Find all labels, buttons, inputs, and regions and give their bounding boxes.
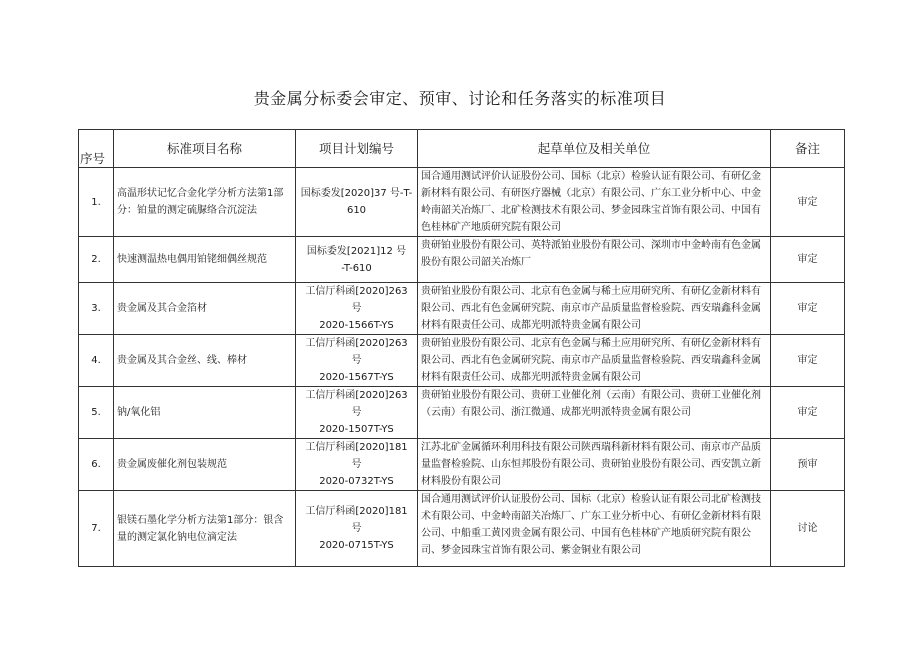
row-seq: 4.	[79, 335, 114, 387]
row-code	[296, 335, 418, 387]
row-seq: 2.	[79, 237, 114, 283]
row-code-line: 工信厅科函[2020]263 号	[305, 338, 408, 366]
row-seq: 7.	[79, 491, 114, 567]
header-units: 起草单位及相关单位	[418, 130, 771, 168]
row-note: 审定	[771, 387, 845, 439]
table-row	[79, 283, 845, 335]
row-name: 贵金属废催化剂包装规范	[114, 439, 296, 491]
table-row	[79, 491, 845, 567]
row-units: 贵研铂业股份有限公司、北京有色金属与稀土应用研究所、有研亿金新材料有限公司、西北有色金属研究院、南京市产品质量监督检验院、西安瑞鑫科金属材料有限责任公司、成都光明派特贵金属有限公司	[418, 283, 771, 335]
table-row	[79, 387, 845, 439]
row-seq: 6.	[79, 439, 114, 491]
row-code-line: 国标委发[2021]12 号	[306, 245, 407, 257]
row-name: 高温形状记忆合金化学分析方法第1部分：铂量的测定硫脲络合沉淀法	[114, 168, 296, 237]
row-code	[296, 439, 418, 491]
row-code-line: 国标委发[2020]37 号-T-610	[300, 188, 413, 216]
row-code	[296, 491, 418, 567]
row-note: 审定	[771, 283, 845, 335]
standards-table	[78, 129, 845, 567]
row-name: 钠/氧化铝	[114, 387, 296, 439]
row-code-line: 2020-0732T-YS	[319, 476, 394, 487]
header-code: 项目计划编号	[296, 130, 418, 168]
row-units: 江苏北矿金属循环利用科技有限公司陕西瑞科新材料有限公司、南京市产品质量监督检验院、山东恒邦股份有限公司、贵研铂业股份有限公司、西安凯立新材料股份有限公司	[418, 439, 771, 491]
row-code-line: 工信厅科函[2020]181 号	[305, 442, 408, 470]
row-code-line: 工信厅科函[2020]263 号	[305, 286, 408, 314]
table-row	[79, 168, 845, 237]
row-units: 贵研铂业股份有限公司、英特派铂业股份有限公司、深圳市中金岭南有色金属股份有限公司韶关冶炼厂	[418, 237, 771, 283]
row-note: 审定	[771, 168, 845, 237]
row-note: 预审	[771, 439, 845, 491]
row-code	[296, 283, 418, 335]
row-code-line: -T-610	[341, 262, 372, 274]
row-code-line: 2020-0715T-YS	[319, 540, 394, 551]
table-row	[79, 439, 845, 491]
row-name: 贵金属及其合金箔材	[114, 283, 296, 335]
row-units: 贵研铂业股份有限公司、北京有色金属与稀土应用研究所、有研亿金新材料有限公司、西北有色金属研究院、南京市产品质量监督检验院、西安瑞鑫科金属材料有限责任公司、成都光明派特贵金属有限公司	[418, 335, 771, 387]
row-note: 审定	[771, 237, 845, 283]
row-units: 国合通用测试评价认证股份公司、国标（北京）检验认证有限公司、有研亿金新材料有限公司、有研医疗器械（北京）有限公司、广东工业分析中心、中金岭南韶关冶炼厂、北矿检测技术有限公司、梦金园珠宝首饰有限公司、中国有色桂林矿产地质研究院有限公司	[418, 168, 771, 237]
row-code	[296, 387, 418, 439]
row-units: 贵研铂业股份有限公司、贵研工业催化剂（云南）有限公司、贵研工业催化剂（云南）有限公司、浙江微通、成都光明派特贵金属有限公司	[418, 387, 771, 439]
row-code	[296, 168, 418, 237]
row-code	[296, 237, 418, 283]
header-seq: 序号	[79, 130, 114, 168]
row-name: 贵金属及其合金丝、线、棒材	[114, 335, 296, 387]
row-code-line: 2020-1567T-YS	[319, 372, 394, 383]
document-title: 贵金属分标委会审定、预审、讨论和任务落实的标准项目	[253, 89, 667, 108]
row-note: 审定	[771, 335, 845, 387]
row-units: 国合通用测试评价认证股份公司、国标（北京）检验认证有限公司北矿检测技术有限公司、中金岭南韶关冶炼厂、广东工业分析中心、有研亿金新材料有限公司、中船重工黄冈贵金属有限公司、中国有色桂林矿产地质研究院有限公司、梦金园珠宝首饰有限公司、紫金铜业有限公司	[418, 491, 771, 567]
table-row	[79, 237, 845, 283]
row-code-line: 2020-1566T-YS	[319, 320, 394, 331]
header-name: 标准项目名称	[114, 130, 296, 168]
header-note: 备注	[771, 130, 845, 168]
row-name: 银镁石墨化学分析方法第1部分：银含量的测定氯化钠电位滴定法	[114, 491, 296, 567]
row-seq: 5.	[79, 387, 114, 439]
row-code-line: 2020-1507T-YS	[319, 424, 394, 435]
row-code-line: 工信厅科函[2020]181 号	[305, 506, 408, 534]
row-name: 快速测温热电偶用铂铑细偶丝规范	[114, 237, 296, 283]
table-row	[79, 335, 845, 387]
row-note: 讨论	[771, 491, 845, 567]
table-header-row	[79, 130, 845, 168]
row-seq: 3.	[79, 283, 114, 335]
row-code-line: 工信厅科函[2020]263 号	[305, 390, 408, 418]
row-seq: 1.	[79, 168, 114, 237]
